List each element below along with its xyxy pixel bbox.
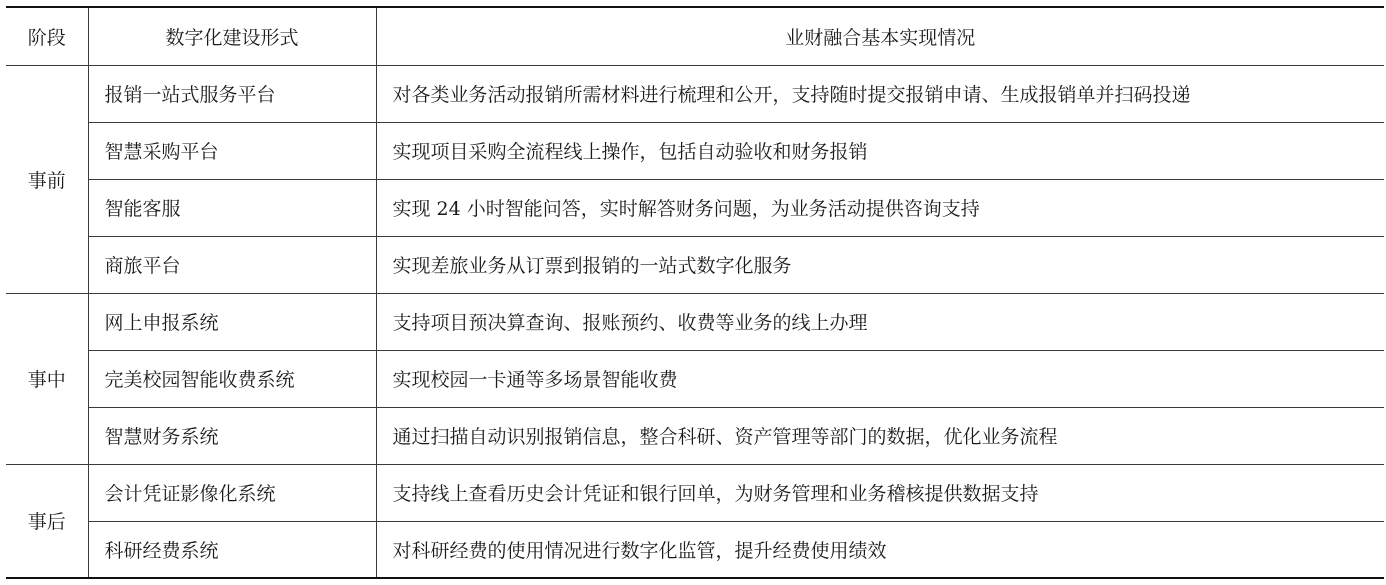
table-row bbox=[6, 521, 1384, 578]
table-row bbox=[6, 236, 1384, 293]
table-row bbox=[6, 179, 1384, 236]
stage-cell-after: 事后 bbox=[6, 464, 88, 578]
desc-cell: 支持项目预决算查询、报账预约、收费等业务的线上办理 bbox=[376, 293, 1384, 350]
table-row bbox=[6, 407, 1384, 464]
stage-cell-during: 事中 bbox=[6, 293, 88, 464]
form-cell: 科研经费系统 bbox=[88, 521, 376, 578]
header-stage: 阶段 bbox=[6, 7, 88, 65]
table-header bbox=[6, 7, 1384, 65]
header-desc: 业财融合基本实现情况 bbox=[376, 7, 1384, 65]
desc-cell: 实现项目采购全流程线上操作，包括自动验收和财务报销 bbox=[376, 122, 1384, 179]
table-body bbox=[6, 65, 1384, 578]
form-cell: 商旅平台 bbox=[88, 236, 376, 293]
table-row bbox=[6, 122, 1384, 179]
desc-cell: 对各类业务活动报销所需材料进行梳理和公开，支持随时提交报销申请、生成报销单并扫码投递 bbox=[376, 65, 1384, 122]
table-row bbox=[6, 464, 1384, 521]
desc-cell: 对科研经费的使用情况进行数字化监管，提升经费使用绩效 bbox=[376, 521, 1384, 578]
stage-cell-before: 事前 bbox=[6, 65, 88, 293]
form-cell: 智能客服 bbox=[88, 179, 376, 236]
table-row bbox=[6, 350, 1384, 407]
form-cell: 智慧采购平台 bbox=[88, 122, 376, 179]
desc-cell: 实现 24 小时智能问答，实时解答财务问题，为业务活动提供咨询支持 bbox=[376, 179, 1384, 236]
digitalization-table bbox=[6, 6, 1384, 579]
desc-cell: 实现差旅业务从订票到报销的一站式数字化服务 bbox=[376, 236, 1384, 293]
form-cell: 智慧财务系统 bbox=[88, 407, 376, 464]
form-cell: 会计凭证影像化系统 bbox=[88, 464, 376, 521]
header-row bbox=[6, 7, 1384, 65]
desc-cell: 支持线上查看历史会计凭证和银行回单，为财务管理和业务稽核提供数据支持 bbox=[376, 464, 1384, 521]
desc-cell: 实现校园一卡通等多场景智能收费 bbox=[376, 350, 1384, 407]
form-cell: 完美校园智能收费系统 bbox=[88, 350, 376, 407]
desc-cell: 通过扫描自动识别报销信息，整合科研、资产管理等部门的数据，优化业务流程 bbox=[376, 407, 1384, 464]
table-row bbox=[6, 293, 1384, 350]
form-cell: 网上申报系统 bbox=[88, 293, 376, 350]
table-row bbox=[6, 65, 1384, 122]
form-cell: 报销一站式服务平台 bbox=[88, 65, 376, 122]
header-form: 数字化建设形式 bbox=[88, 7, 376, 65]
